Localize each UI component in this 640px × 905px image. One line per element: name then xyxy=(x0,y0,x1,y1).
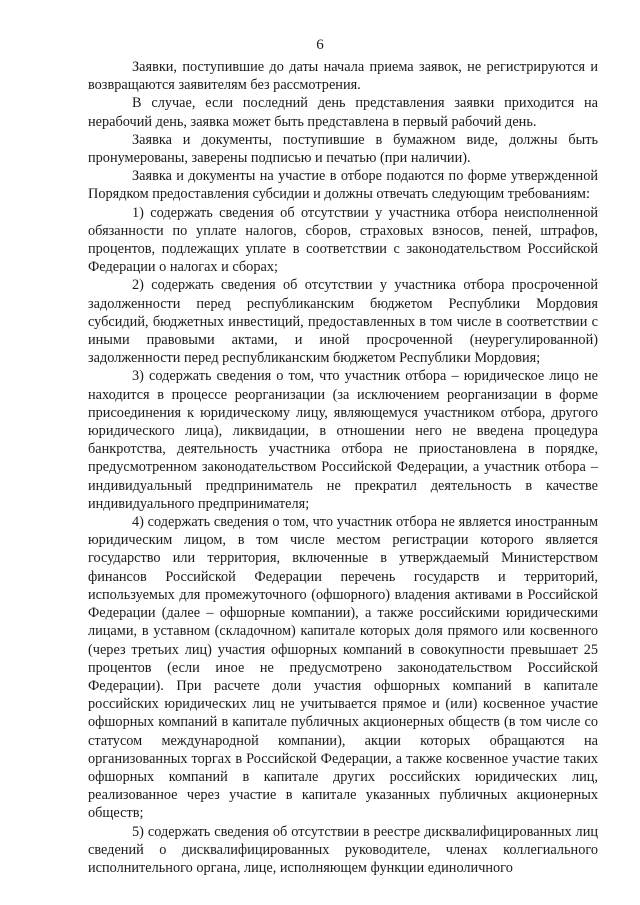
requirement-item-5: 5) содержать сведения об отсутствии в реестре дисквалифицированных лиц сведений о дисквалифицированных руководителе, членах коллегиального исполнительного органа, лице, исполняющем функции единоличного xyxy=(88,823,598,876)
paragraph-nonworking-day: В случае, если последний день представления заявки приходится на нерабочий день, заявка может быть представлена в первый рабочий день. xyxy=(88,95,598,130)
requirement-item-3: 3) содержать сведения о том, что участник отбора – юридическое лицо не находится в процессе реорганизации (за исключением реорганизации в форме присоединения к юридическому лицу, являющемуся участником отбора, другого юридического лица), ликвидации, в отношении него не введена процедура банкротства, деятельность участника отбора не приостановлена в порядке, предусмотренном законодательством Российской Федерации, а участник отбора – индивидуальный предприниматель не прекратил деятельность в качестве индивидуального предпринимателя; xyxy=(88,368,598,512)
paragraph-paper-documents: Заявка и документы, поступившие в бумажном виде, должны быть пронумерованы, заверены подписью и печатью (при наличии). xyxy=(88,131,598,167)
paragraph-unregistered-applications: Заявки, поступившие до даты начала приема заявок, не регистрируются и возвращаются заявителям без рассмотрения. xyxy=(88,59,598,94)
requirement-item-2: 2) содержать сведения об отсутствии у участника отбора просроченной задолженности перед республиканским бюджетом Республики Мордовия субсидий, бюджетных инвестиций, предоставленных в том числе в соответствии с иными правовыми актами, и иной просроченной (неурегулированной) задолженности перед республиканским бюджетом Республики Мордовия; xyxy=(88,277,598,367)
requirement-item-4: 4) содержать сведения о том, что участник отбора не является иностранным юридическим лицом, в том числе местом регистрации которого является государство или территория, включенные в утверждаемый Министерством финансов Российской Федерации перечень государств и территорий, используемых для промежуточного (офшорного) владения активами в Российской Федерации (далее – офшорные компании), а также российскими юридическими лицами, в уставном (складочном) капитале которых доля прямого или косвенного (через третьих лиц) участия офшорных компаний в совокупности превышает 25 процентов (если иное не предусмотрено законодательством Российской Федерации). При расчете доли участия офшорных компаний в капитале российских юридических лиц не учитывается прямое и (или) косвенное участие офшорных компаний в капитале публичных акционерных обществ (в том числе со статусом международной компании), акции которых обращаются на организованных торгах в Российской Федерации, а также косвенное участие таких офшорных компаний в капитале других российских юридических лиц, реализованное через участие в капитале указанных публичных акционерных обществ; xyxy=(88,514,598,822)
page-number: 6 xyxy=(316,37,324,53)
paragraph-requirements-intro: Заявка и документы на участие в отборе подаются по форме утвержденной Порядком предоставления субсидии и должны отвечать следующим требованиям: xyxy=(88,168,598,203)
requirement-item-1: 1) содержать сведения об отсутствии у участника отбора неисполненной обязанности по уплате налогов, сборов, страховых взносов, пеней, штрафов, процентов, подлежащих уплате в соответствии с законодательством Российской Федерации о налогах и сборах; xyxy=(88,204,598,276)
document-body xyxy=(88,58,598,877)
